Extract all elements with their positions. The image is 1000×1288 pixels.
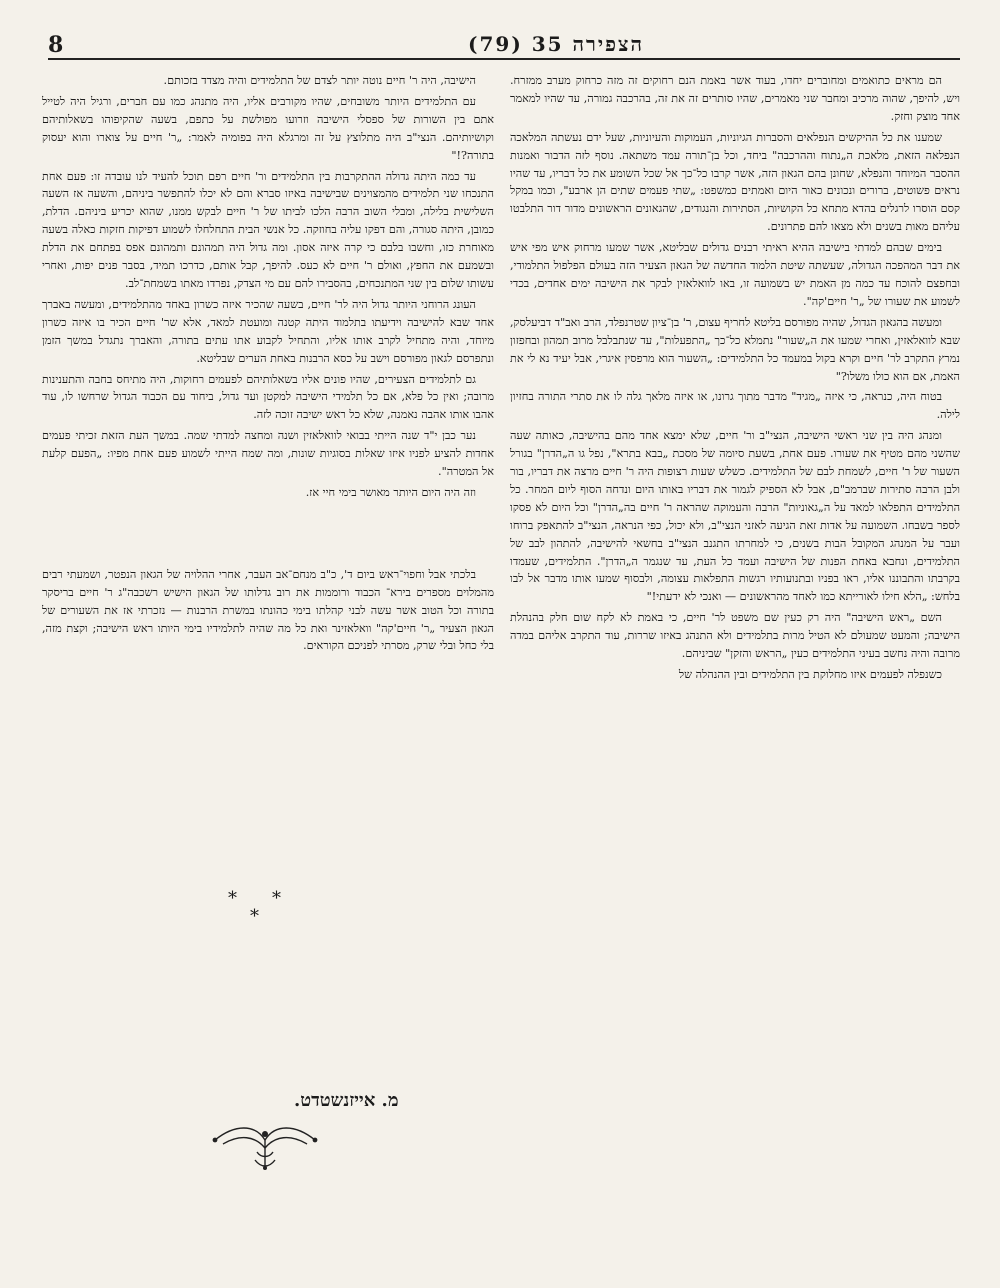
section-gap: [42, 502, 494, 566]
paragraph: ומעשה בהגאון הגדול, שהיה מפורסם בליטא לחריף עצום, ר' בן־ציון שטרנפלד, הרב ואב"ד דביעלסק, שבא לוואלאזין, ואחרי שמעו את ה„שעור" נתמלא כל־כך „התפעלות", עד שנתבלבל מרוב תמהון ובחפזון נמרץ התקרב לר' חיים וקרא בקול במעמד כל התלמידים: „השעור הוא מרפסין איגרי, אבל יעיד נא לי את האמת, אם הוא כולו משלו?": [510, 315, 960, 383]
paragraph: נער כבן י"ד שנה הייתי בבואי לוואלאזין ושנה ומחצה למדתי שמה. במשך העת הזאת זכיתי פעמים אחדות להציע לפניו איזו שאלות בסוגיות שונות, ומה שמח הייתי לשמוע פעם אחת מפיו: „הפעם קלעת אל המטרה".: [42, 429, 494, 479]
paragraph: עם התלמידים היותר משובחים, שהיו מקורבים אליו, היה מתנהג כמו עם חברים, ורגיל היה לטייל אתם בין השורות של ספסלי הישיבה וזרועו מפולשת על כתפם, בשעה שהקיפוהו בשאלותיהם וקושיותיהם. הנצי"ב היה מתלוצץ על זה ומרגלא היה בפומיה לאמר: „ר' חיים על צוארו והוא יעסוק בתורה?!": [42, 94, 494, 162]
ornament-icon: [205, 1122, 325, 1172]
left-column: [42, 72, 494, 1172]
page-header: [48, 30, 960, 60]
paragraph: וזה היה היום היותר מאושר בימי חיי אז.: [305, 485, 476, 499]
paragraph: העונג הרוחני היותר גדול היה לר' חיים, בשעה שהכיר איזה כשרון באחד מהתלמידים, ומעשה באברך אחד שבא להישיבה וידיעתו בתלמוד היתה קטנה ומועטת למאד, אלא שר' חיים הכיר בו איזה כשרון מיוחד, והיה מתחיל לקרב אותו אליו, והתחיל לקבוע אתו עתים בתורה, והאברך נתגדל במשך הזמן ונתפרסם לגאון מפורסם וישב על כסא הרבנות באחת הערים שבליטא.: [42, 297, 494, 365]
paragraph: גם לתלמידים הצעירים, שהיו פונים אליו בשאלותיהם לפעמים רחוקות, היה מתיחס בחבה והתענינות מרובה; ואין כל פלא, אם כל תלמידי הישיבה למקטן ועד גדול, ביחוד עם הכבוד הגדול שרחשו לו, עוד אהבו אותו אהבה נאמנה, שלא כל ראש ישיבה זוכה לזה.: [42, 372, 494, 422]
author-signature: מ. אייזנשטדט.: [294, 1090, 399, 1111]
paragraph: שמענו את כל ההיקשים הנפלאים והסברות הגיוניות, העמוקות והעיוניות, שעל ידם נעשתה המלאכה הנפלאה הזאת, מלאכת ה„נתוח וההרכבה" ביחד, וכל בן־תורה עמד משתאה. נוסף לזה הדבור ואמנות ההסבר המיוחד והנפלא, שחונן בהם הגאון הזה, אשר קרבו כל־כך אל שכל השומע את כל דבריו, עד שהיו נראים פשוטים, ברורים ונכונים כאור היום ואמתים כמשפט: „שתי פעמים שתים הן ארבע", וכמו במקל קסם הוסרו לרגלים בהדא מתחא כל הקושיות, הסתירות והנגודים, שהגאונים הראשונים מדור דור התלבטו עליהם מאות בשנים ולא מצאו להם פתרונים.: [510, 130, 960, 234]
paragraph: בלכתי אבל וחפוי־ראש ביום ד', כ"ב מנחם־אב העבר, אחרי ההלויה של הגאון הנפטר, ושמעתי רבים מהמלוים מספרים בירא־ הכבוד ורוממות את רוב גדלותו של הגאון הישיש רשכבה"ג ר' חיים בריסקר בתורה וכל הטוב אשר עשה לבני קהלתו בימי כהונתו במשרת הרבנות — נזכרתי אז את השעורים של הגאון הצעיר „ר' חיים'קה" וואלאזינר ואת כל מה שהיה לתלמידיו בימי היותו ראש הישיבה; וקצת מזה, בלי כחל ובלי שרק, מסרתי לפניכם הקוראים.: [42, 567, 494, 653]
paragraph: בטוח היה, כנראה, כי איזה „מגיד" מדבר מתוך גרונו, או איזה מלאך גלה לו את סתרי התורה בחזיון לילה.: [510, 390, 960, 422]
paragraph: עד כמה היתה גדולה ההתקרבות בין התלמידים ור' חיים רפם תוכל להעיד לנו עובדה זו: פעם אחת התנכחו שני תלמידים מהמצוינים שבישיבה באיזו סברא והם לא יכלו להתפשר ביניהם, והשעה אז השעה השלישית בלילה, ומבלי השוב הרבה הלכו לביתו של ר' חיים לבקש ממנו, שהוא יכריע ביניהם. הדלת, כמובן, היתה סגורה, והם דפקו עליה בחוזקה. כל אנשי הבית התחלחלו לשמוע דפיקות חזקות כאלה בשעה מאוחרת כזו, וחשבו בלבם כי קרה איזה אסון. ומה גדול היה תמהונם ותמהונם אפס בפתחם את הדלת ובשמעם את החפץ, ואולם ר' חיים לא כעס. להיפך, קבל אותם, כדרכו תמיד, בסבר פנים יפות, ואחרי עשותו שלום בין שני המתנכחים, בהסבירו להם עם מי הצדק, נפרדו מאתו בשמחת־לב.: [42, 169, 494, 290]
paragraph: כשנפלה לפעמים איזו מחלוקת בין התלמידים ובין ההנהלה של: [678, 668, 942, 681]
paragraph: הישיבה, היה ר' חיים נוטה יותר לצדם של התלמידים והיה מצדד בזכותם.: [163, 74, 476, 87]
page-number: 8: [48, 32, 64, 58]
paragraph: השם „ראש הישיבה" היה רק כעין שם משפט לר' חיים, כי באמת לא לקח שום חלק בהנהלת הישיבה; והמעט שמעולם לא הטיל מרות בתלמידים ולא התנהג באיזו שררות, עוד התקרב אליהם במדה מרובה והיה נחשב בעיני התלמידים כעין „הראש והזקן" שביניהם.: [510, 611, 960, 661]
right-column: [510, 72, 960, 1278]
asterism-icon: * * *: [228, 888, 281, 927]
issue-title: הצפירה 35 (79): [468, 32, 644, 56]
paragraph: ומנהג היה בין שני ראשי הישיבה, הנצי"ב ור' חיים, שלא ימצא אחד מהם בהישיבה, כאותה שעה שהשני מהם מטיף את שעורו. פעם אחת, בשעת סיומה של מסכת „בבא בתרא", נפל גו ה„הדרן" בגורל השעור של ר' חיים, לשמחת לבם של התלמידים. כשלש שעות רצופות היה ר' חיים מרצה את דבריו, בור ולבן הרבה סתירות שברמב"ם, אבל לא הספיק לגמור את דבריו באותו היום ונדחה הסוף ליום המחר. כל התלמידים התפלאו למאד על ה„גאוניות" הרבה והעמוקה שהראה ר' חיים בה„הדרן" וכל היום לא פסקו לספר בשבחו. השמועה על אדות זאת הגיעה לאזני הנצי"ב, ולא יכול, כפי הנראה, הנצי"ב להתאפק ברוחו ועבר על המנהג המקובל הבות בשנים, כי למחרתו התגנב הנצי"ב בחשאי להישיבה, להתהון לבב של התלמידים, ונחבא באחת הפנות של הישיבה ועמד כל העת, עד שנגמר ה„הדרן". התלמידים, שעמדו בקרבתו והתבוננו אליו, ראו בפניו ובתנועותיו רגשות התפלאות עצומה, ולבסוף שמעו אותו מדבר אל לבו בלחש: „הלא חילו לאורייתא כמו לאחד מהראשונים — ואנכי לא ידעתי!": [510, 429, 960, 604]
paragraph: בימים שבהם למדתי בישיבה ההיא ראיתי רבנים גדולים שבליטא, אשר שמעו מרחוק איש מפי איש את דבר המהפכה הגדולה, שעשתה שיטת הלמוד החדשה של הגאון הצעיר הזה בעולם הפלפול התלמודי, ובחפצם להוכח עד כמה מן האמת יש בשמועה זו, באו לוואלאזין לבקר את הישיבה ימים אחדים, בכדי לשמוע את שעורו של „ר' חיים'קה".: [510, 241, 960, 308]
paragraph: הם מראים כתואמים ומחוברים יחדו, בעוד אשר באמת הנם רחוקים זה מזה כרחוק מערב ממזרח. ויש, להיפך, שהוה מרכיב ומחבר שני מאמרים, שהיו סותרים זה את זה, בהרכבה גמורה, עד שהיו למאמר אחד מוצק וחזק.: [510, 74, 960, 123]
